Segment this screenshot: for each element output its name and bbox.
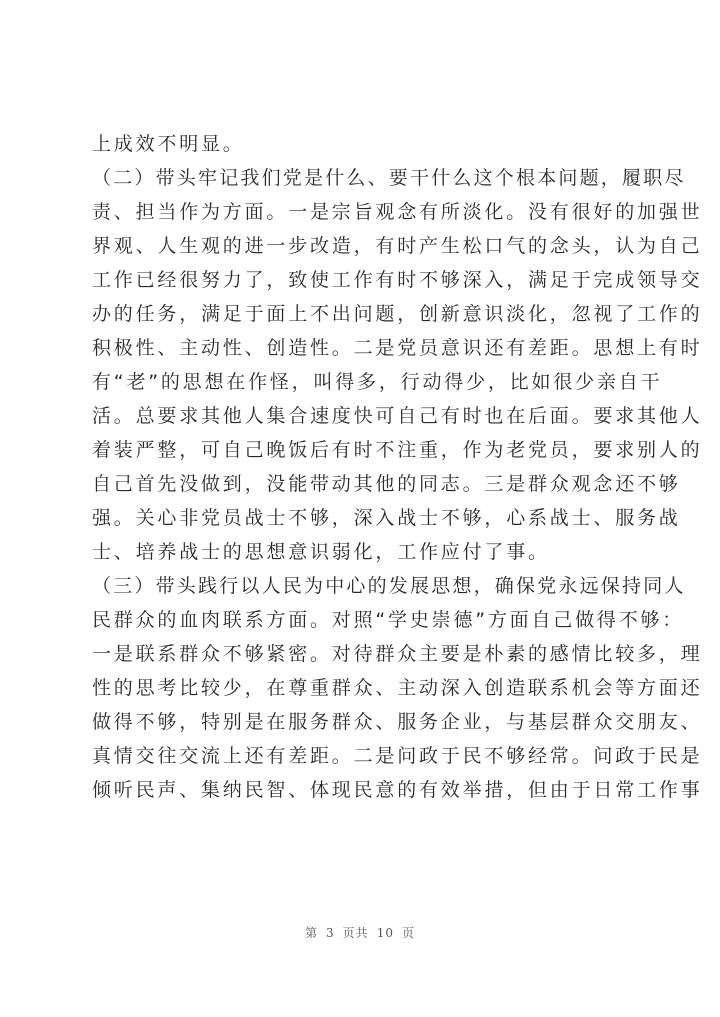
- text-line: 活。总要求其他人集合速度快可自己有时也在后面。要求其他人: [92, 405, 703, 427]
- text-line: 有“老”的思想在作怪，叫得多，行动得少，比如很少亲自干: [92, 371, 663, 393]
- text-line: 一是联系群众不够紧密。对待群众主要是朴素的感情比较多，理: [92, 643, 703, 665]
- text-line: 积极性、主动性、创造性。二是党员意识还有差距。思想上有时: [92, 337, 703, 359]
- footer-suffix: 页: [401, 926, 415, 940]
- body-text: [92, 127, 703, 807]
- text-line: 性的思考比较少，在尊重群众、主动深入创造联系机会等方面还: [92, 677, 703, 699]
- text-line: 真情交往交流上还有差距。二是问政于民不够经常。问政于民是: [92, 745, 703, 767]
- text-line: 强。关心非党员战士不够，深入战士不够，心系战士、服务战: [92, 507, 681, 529]
- text-line: 士、培养战士的思想意识弱化，工作应付了事。: [92, 541, 550, 563]
- text-line: 上成效不明显。: [92, 133, 245, 155]
- text-line: （二）带头牢记我们党是什么、要干什么这个根本问题，履职尽: [92, 167, 686, 189]
- footer-middle: 页共: [342, 926, 369, 940]
- footer-prefix: 第: [305, 926, 319, 940]
- page-footer: [0, 924, 720, 941]
- text-line: 工作已经很努力了，致使工作有时不够深入，满足于完成领导交: [92, 269, 703, 291]
- text-line: 倾听民声、集纳民智、体现民意的有效举措，但由于日常工作事: [92, 779, 703, 801]
- text-line: 界观、人生观的进一步改造，有时产生松口气的念头，认为自己: [92, 235, 703, 257]
- text-line: 民群众的血肉联系方面。对照“学史崇德”方面自己做得不够：: [92, 609, 685, 631]
- text-line: 自己首先没做到，没能带动其他的同志。三是群众观念还不够: [92, 473, 681, 495]
- text-line: 做得不够，特别是在服务群众、服务企业，与基层群众交朋友、: [92, 711, 703, 733]
- text-line: 责、担当作为方面。一是宗旨观念有所淡化。没有很好的加强世: [92, 201, 703, 223]
- footer-total-pages: 10: [376, 926, 394, 940]
- text-line: 着装严整，可自己晚饭后有时不注重，作为老党员，要求别人的: [92, 439, 703, 461]
- footer-page-number: 3: [326, 926, 335, 940]
- text-line: （三）带头践行以人民为中心的发展思想，确保党永远保持同人: [92, 575, 686, 597]
- text-line: 办的任务，满足于面上不出问题，创新意识淡化，忽视了工作的: [92, 303, 703, 325]
